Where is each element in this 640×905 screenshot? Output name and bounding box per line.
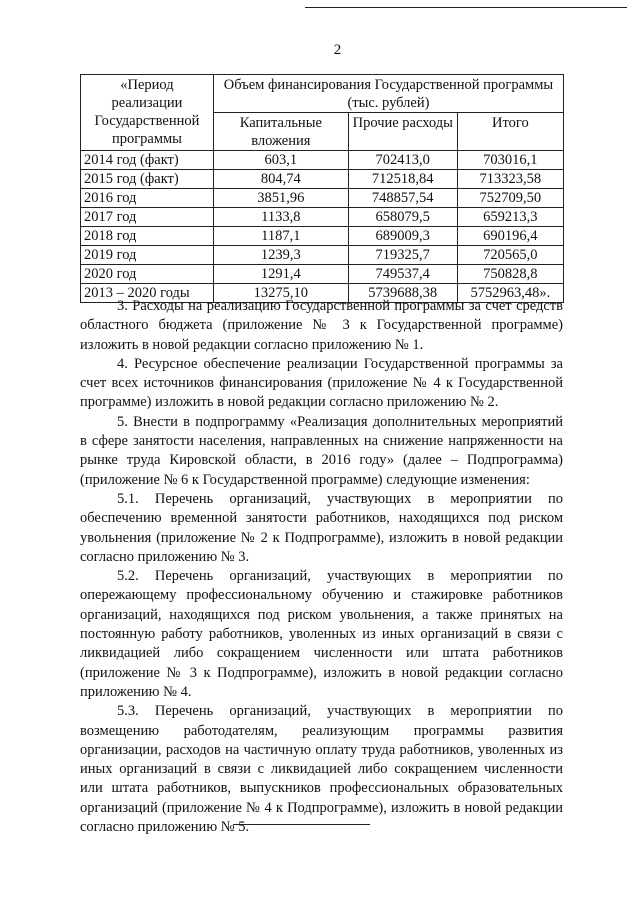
- capital-cell: 1187,1: [213, 227, 348, 246]
- capital-cell: 804,74: [213, 170, 348, 189]
- table-row: [81, 208, 564, 227]
- paragraph: 5. Внести в подпрограмму «Реализация дополнительных мероприятий в сфере занятости населения, направленных на снижение напряженности на рынке труда Кировской области, в 2016 году» (далее – Подпрограмма) (приложение № 6 к Государственной программе) следующие изменения:: [80, 413, 563, 488]
- total-cell: 750828,8: [457, 265, 563, 284]
- paragraph: 4. Ресурсное обеспечение реализации Государственной программы за счет всех источников финансирования (приложение № 4 к Государственной программе) изложить в новой редакции согласно приложению № 2.: [80, 355, 563, 411]
- other-cell: 658079,5: [348, 208, 457, 227]
- header-period: «Период реализации Государственной программы: [81, 75, 214, 151]
- page-number: 2: [333, 42, 342, 58]
- table-row: [81, 151, 564, 170]
- paragraph: 5.1. Перечень организаций, участвующих в мероприятии по обеспечению временной занятости работников, находящихся под риском увольнения (приложение № 2 к Подпрограмме), изложить в новой редакции согласно приложению № 3.: [80, 490, 563, 565]
- bottom-rule: [233, 824, 370, 825]
- period-cell: 2013 – 2020 годы: [81, 284, 214, 303]
- other-cell: 749537,4: [348, 265, 457, 284]
- capital-cell: 3851,96: [213, 189, 348, 208]
- capital-cell: 1133,8: [213, 208, 348, 227]
- total-cell: 659213,3: [457, 208, 563, 227]
- other-cell: 719325,7: [348, 246, 457, 265]
- total-cell: 690196,4: [457, 227, 563, 246]
- top-rule: [305, 7, 627, 8]
- total-cell: 713323,58: [457, 170, 563, 189]
- other-cell: 748857,54: [348, 189, 457, 208]
- capital-cell: 1291,4: [213, 265, 348, 284]
- header-other: Прочие расходы: [348, 113, 457, 151]
- period-cell: 2019 год: [81, 246, 214, 265]
- period-cell: 2017 год: [81, 208, 214, 227]
- table-header-row: [81, 75, 564, 113]
- paragraph: 5.3. Перечень организаций, участвующих в мероприятии по возмещению работодателям, реализующим программы развития организации, расходов на частичную оплату труда работников, уволенных из иных организаций в связи с ликвидацией либо сокращением численности или штата работников, выпускников профессиональных образовательных организаций (приложение № 4 к Подпрограмме), изложить в новой редакции согласно приложению № 5.: [80, 703, 563, 836]
- capital-cell: 1239,3: [213, 246, 348, 265]
- period-cell: 2015 год (факт): [81, 170, 214, 189]
- paragraph: 3. Расходы на реализацию Государственной программы за счет средств областного бюджета (приложение № 3 к Государственной программе) изложить в новой редакции согласно приложению № 1.: [80, 298, 563, 353]
- total-cell: 720565,0: [457, 246, 563, 265]
- header-capital: Капитальные вложения: [213, 113, 348, 151]
- table-row: [81, 227, 564, 246]
- period-cell: 2020 год: [81, 265, 214, 284]
- table-row: [81, 265, 564, 284]
- paragraph: 5.2. Перечень организаций, участвующих в мероприятии по опережающему профессиональному обучению и стажировке работников организаций, находящихся под риском увольнения, а также принятых на постоянную работу работников, уволенных из иных организаций в связи с ликвидацией либо сокращением численности или штата работников (приложение № 3 к Подпрограмме), изложить в новой редакции согласно приложению № 4.: [80, 568, 563, 700]
- total-cell: 752709,50: [457, 189, 563, 208]
- other-cell: 5739688,38: [348, 284, 457, 303]
- period-cell: 2014 год (факт): [81, 151, 214, 170]
- header-total: Итого: [457, 113, 563, 151]
- funding-table: [80, 74, 564, 303]
- total-cell: 703016,1: [457, 151, 563, 170]
- table-row: [81, 246, 564, 265]
- total-cell: 5752963,48».: [457, 284, 563, 303]
- period-cell: 2016 год: [81, 189, 214, 208]
- capital-cell: 603,1: [213, 151, 348, 170]
- other-cell: 712518,84: [348, 170, 457, 189]
- other-cell: 702413,0: [348, 151, 457, 170]
- table-row: [81, 189, 564, 208]
- period-cell: 2018 год: [81, 227, 214, 246]
- table-row: [81, 170, 564, 189]
- header-funding: Объем финансирования Государственной программы (тыс. рублей): [213, 75, 563, 113]
- body-text: [80, 297, 563, 837]
- other-cell: 689009,3: [348, 227, 457, 246]
- capital-cell: 13275,10: [213, 284, 348, 303]
